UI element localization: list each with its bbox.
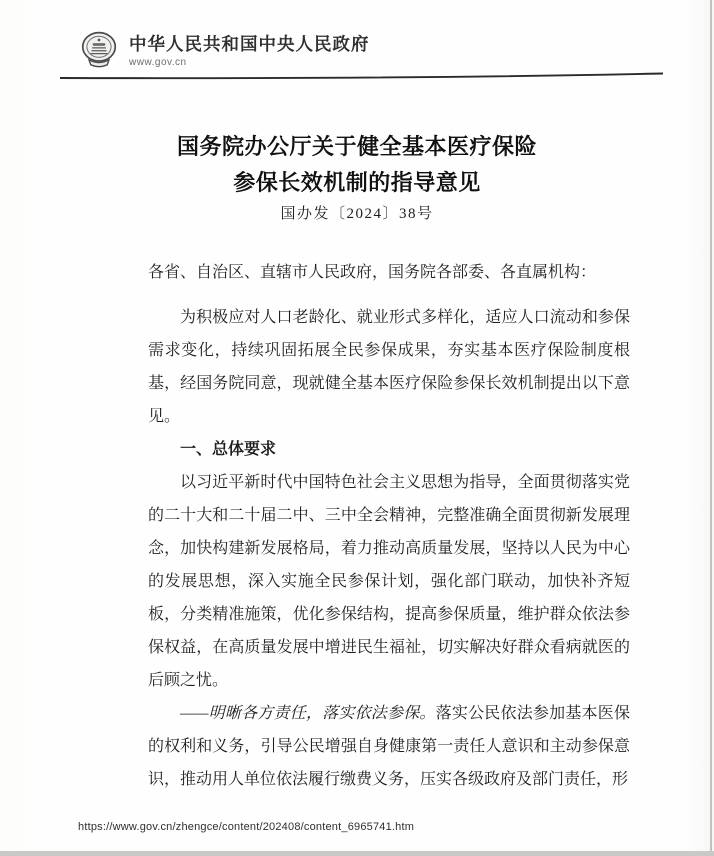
masthead-text: [129, 30, 370, 68]
dash-paragraph-rest: 落实公民依法参加基本医保的权利和义务，引导公民增强自身健康第一责任人意识和主动参保意识，推动用人单位依法履行缴费义务，压实各级政府及部门责任，形: [148, 705, 630, 788]
document-paragraph-dash: [148, 697, 630, 796]
document-title: [0, 129, 714, 201]
dash-paragraph-lead: ——明晰各方责任，落实依法参保。: [180, 705, 436, 722]
header-divider: [59, 68, 665, 78]
site-title: 中华人民共和国中央人民政府: [129, 34, 370, 54]
gov-letterhead: [78, 30, 370, 72]
document-title-line1: 国务院办公厅关于健全基本医疗保险: [176, 134, 537, 159]
scan-edge-right: [710, 0, 712, 856]
scan-edge-bottom: [0, 851, 714, 856]
salutation: 各省、自治区、直辖市人民政府，国务院各部委、各直属机构：: [148, 264, 597, 281]
document-paragraph: 以习近平新时代中国特色社会主义思想为指导，全面贯彻落实党的二十大和二十届二中、三中全会精神，完整准确全面贯彻新发展理念，加快构建新发展格局，着力推动高质量发展，坚持以人民为中心的发展思想，深入实施全民参保计划，强化部门联动，加快补齐短板，分类精准施策，优化参保结构，提高参保质量，维护群众依法参保权益，在高质量发展中增进民生福祉，切实解决好群众看病就医的后顾之忧。: [148, 474, 630, 689]
site-url: www.gov.cn: [129, 57, 187, 68]
document-number: 国办发〔2024〕38号: [280, 206, 434, 222]
china-national-emblem-icon: [78, 30, 120, 72]
section-heading: 一、总体要求: [180, 441, 277, 458]
source-url: https://www.gov.cn/zhengce/content/202408/content_6965741.htm: [78, 821, 415, 833]
document-title-line2: 参保长效机制的指导意见: [233, 170, 481, 195]
document-body: [148, 256, 630, 796]
document-paragraph: 为积极应对人口老龄化、就业形式多样化，适应人口流动和参保需求变化，持续巩固拓展全民参保成果，夯实基本医疗保险制度根基，经国务院同意，现就健全基本医疗保险参保长效机制提出以下意见。: [148, 309, 630, 425]
